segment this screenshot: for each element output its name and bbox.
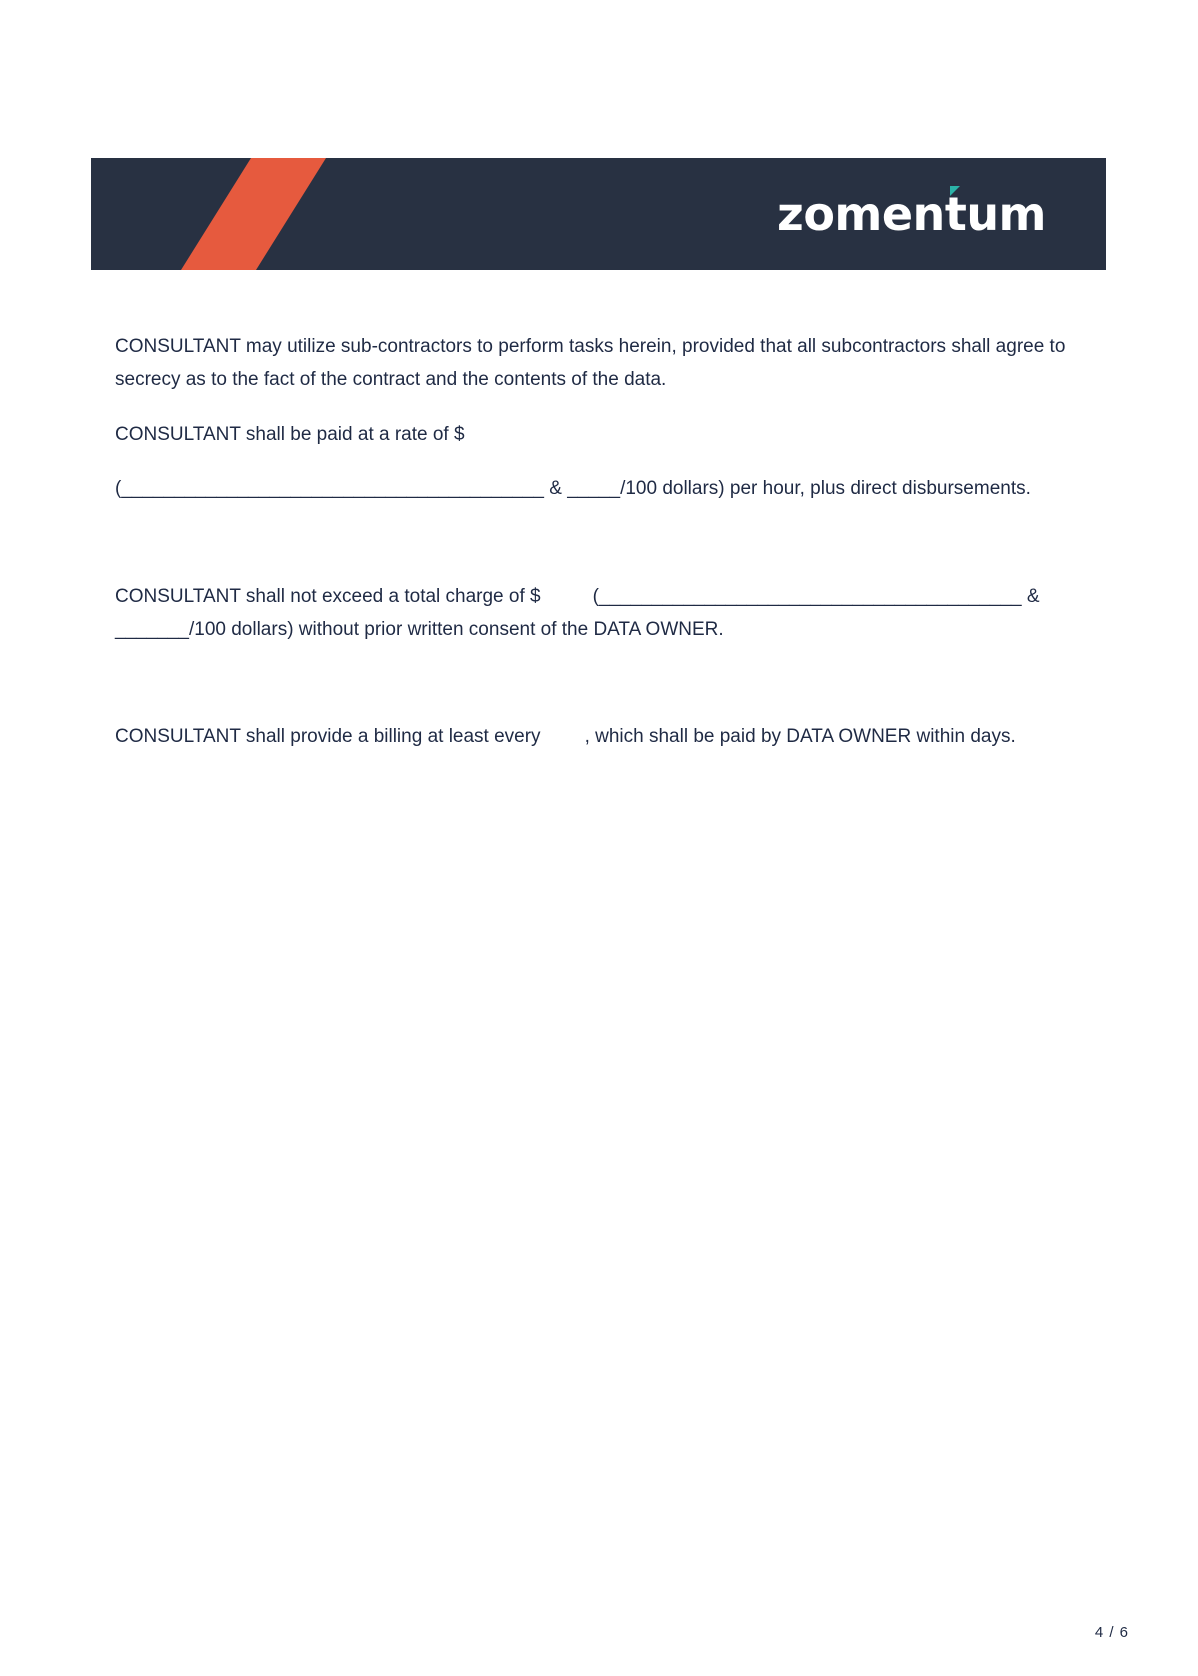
logo-text-accent: t [945, 184, 967, 244]
total-charge-text: CONSULTANT shall not exceed a total charge of $ [115, 586, 541, 607]
logo-text-end: um [966, 187, 1046, 241]
logo-text-main: zomen [777, 187, 945, 241]
page-number: 4 / 6 [1094, 1624, 1129, 1641]
rate-amount-paragraph: (________________________________________ & _____/100 dollars) per hour, plus direct disbursements. [115, 478, 1031, 499]
header-banner [91, 158, 1106, 270]
billing-text: CONSULTANT shall provide a billing at least every [115, 726, 541, 747]
billing-paragraph [115, 720, 1075, 753]
subcontractors-paragraph: CONSULTANT may utilize sub-contractors to perform tasks herein, provided that all subcontractors shall agree to secrecy as to the fact of the contract and the contents of the data. [115, 336, 1066, 390]
billing-terms-text: , which shall be paid by DATA OWNER within days. [584, 726, 1016, 747]
orange-stripe [181, 158, 326, 270]
zomentum-logo [777, 184, 1046, 244]
rate-paragraph: CONSULTANT shall be paid at a rate of $ [115, 424, 465, 445]
total-charge-amount-text: (________________________________________ & _______/100 dollars) without prior written consent of the DATA OWNER. [115, 586, 1040, 640]
total-charge-paragraph [115, 580, 1075, 646]
